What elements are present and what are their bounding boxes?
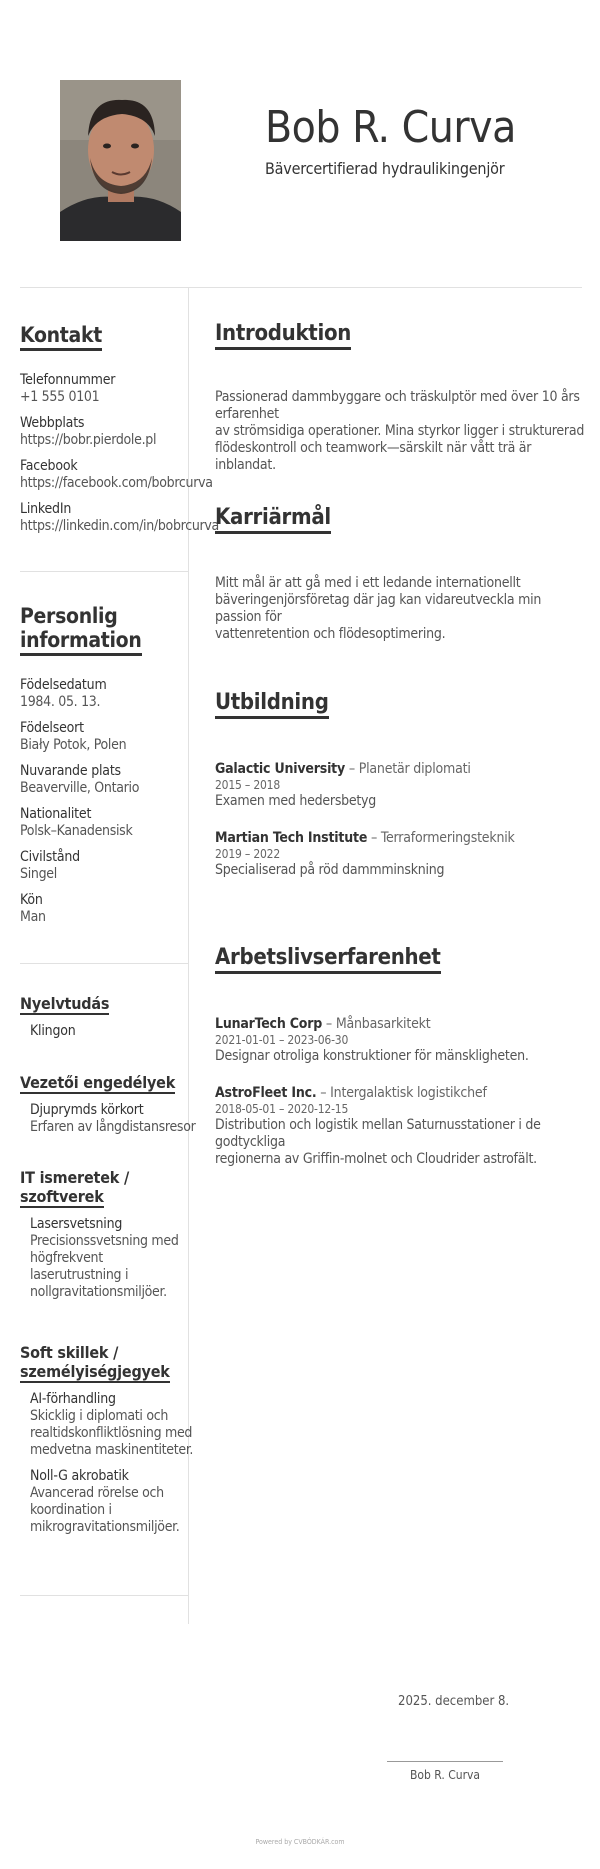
section-title-education: Utbildning (215, 690, 329, 719)
signature-line (387, 1761, 503, 1762)
languages-section (20, 994, 109, 1040)
it-skills-section (20, 1168, 179, 1301)
intro-section (215, 321, 351, 350)
section-title-contact: Kontakt (20, 323, 102, 351)
section-title-it-skills: IT ismeretek / szoftverek (20, 1168, 129, 1207)
goal-section (215, 505, 331, 534)
section-title-soft-skills: Soft skillek / személyiségjegyek (20, 1343, 170, 1382)
personal-item: Nationalitet Polsk–Kanadensisk (20, 806, 133, 839)
contact-list (20, 372, 219, 535)
language-item: Klingon (30, 1023, 76, 1040)
section-title-intro: Introduktion (215, 321, 351, 350)
document-date: 2025. december 8. (398, 1694, 510, 1709)
contact-item-linkedin: LinkedIn https://linkedin.com/in/bobrcurva (20, 501, 219, 534)
website-link[interactable]: https://bobr.pierdole.pl (20, 432, 157, 448)
candidate-name: Bob R. Curva (265, 102, 516, 153)
sidebar-divider (20, 571, 188, 572)
soft-skills-section (20, 1343, 193, 1536)
experience-entry: LunarTech Corp – Månbasarkitekt 2021-01-01 – 2023-06-30 Designar otroliga konstruktioner för mänskligheten. (215, 1016, 529, 1064)
intro-text: Passionerad dammbyggare och träskulptör med över 10 års erfarenhet av strömsidiga operationer. Mina styrkor ligger i strukturerad flödeskontroll och teamwork—särskilt när vått trä är inblandat. (215, 389, 585, 473)
section-title-goal: Karriärmål (215, 505, 331, 534)
portrait-photo-icon (60, 80, 181, 241)
personal-item: Födelsedatum 1984. 05. 13. (20, 677, 107, 710)
education-entry: Galactic University – Planetär diplomati 2015 – 2018 Examen med hedersbetyg (215, 761, 471, 809)
sidebar-divider (20, 963, 188, 964)
experience-section (215, 945, 441, 974)
section-title-licenses: Vezetői engedélyek (20, 1073, 176, 1092)
signature-name: Bob R. Curva (409, 1768, 481, 1782)
header-divider (20, 287, 582, 288)
contact-section (20, 323, 102, 351)
contact-item-facebook: Facebook https://facebook.com/bobrcurva (20, 458, 219, 492)
education-section (215, 690, 329, 719)
personal-item: Civilstånd Singel (20, 849, 80, 882)
powered-by-link[interactable]: Powered by CVBÓDKÁR.com (255, 1838, 345, 1846)
candidate-title: Bävercertifierad hydraulikingenjör (265, 159, 505, 178)
profile-photo (60, 80, 181, 241)
it-skill-item: Lasersvetsning Precisionssvetsning med högfrekvent laserutrustning i nollgravitationsmiljöer. (30, 1216, 179, 1301)
personal-item: Kön Man (20, 892, 46, 925)
license-item: Djuprymds körkort Erfaren av långdistansresor (30, 1102, 196, 1136)
sidebar-divider (20, 1595, 188, 1596)
personal-list (20, 677, 139, 926)
soft-skill-item: Noll-G akrobatik Avancerad rörelse och koordination i mikrogravitationsmiljöer. (30, 1468, 180, 1536)
section-title-languages: Nyelvtudás (20, 994, 110, 1013)
section-title-personal: Personlig information (20, 604, 142, 656)
goal-text: Mitt mål är att gå med i ett ledande internationellt bäveringenjörsföretag där jag kan vidareutveckla min passion för vattenretention och flödesoptimering. (215, 575, 542, 642)
contact-item-website: Webbplats https://bobr.pierdole.pl (20, 415, 219, 449)
experience-entry: AstroFleet Inc. – Intergalaktisk logistikchef 2018-05-01 – 2020-12-15 Distribution och logistik mellan Saturnusstationer i de godtyckliga regionerna av Griffin-molnet och Cloudrider astrofält. (215, 1085, 541, 1167)
section-title-experience: Arbetslivserfarenhet (215, 945, 441, 974)
licenses-section (20, 1073, 195, 1136)
personal-item: Nuvarande plats Beaverville, Ontario (20, 763, 140, 796)
contact-item-phone: Telefonnummer +1 555 0101 (20, 372, 116, 405)
personal-item: Födelseort Biały Potok, Polen (20, 720, 127, 753)
facebook-link[interactable]: https://facebook.com/bobrcurva (20, 475, 213, 491)
linkedin-link[interactable]: https://linkedin.com/in/bobrcurva (20, 518, 219, 534)
education-entry: Martian Tech Institute – Terraformeringsteknik 2019 – 2022 Specialiserad på röd dammminskning (215, 830, 515, 878)
soft-skill-item: AI-förhandling Skicklig i diplomati och realtidskonfliktlösning med medvetna maskinentiteter. (30, 1391, 194, 1459)
personal-section (20, 604, 142, 656)
